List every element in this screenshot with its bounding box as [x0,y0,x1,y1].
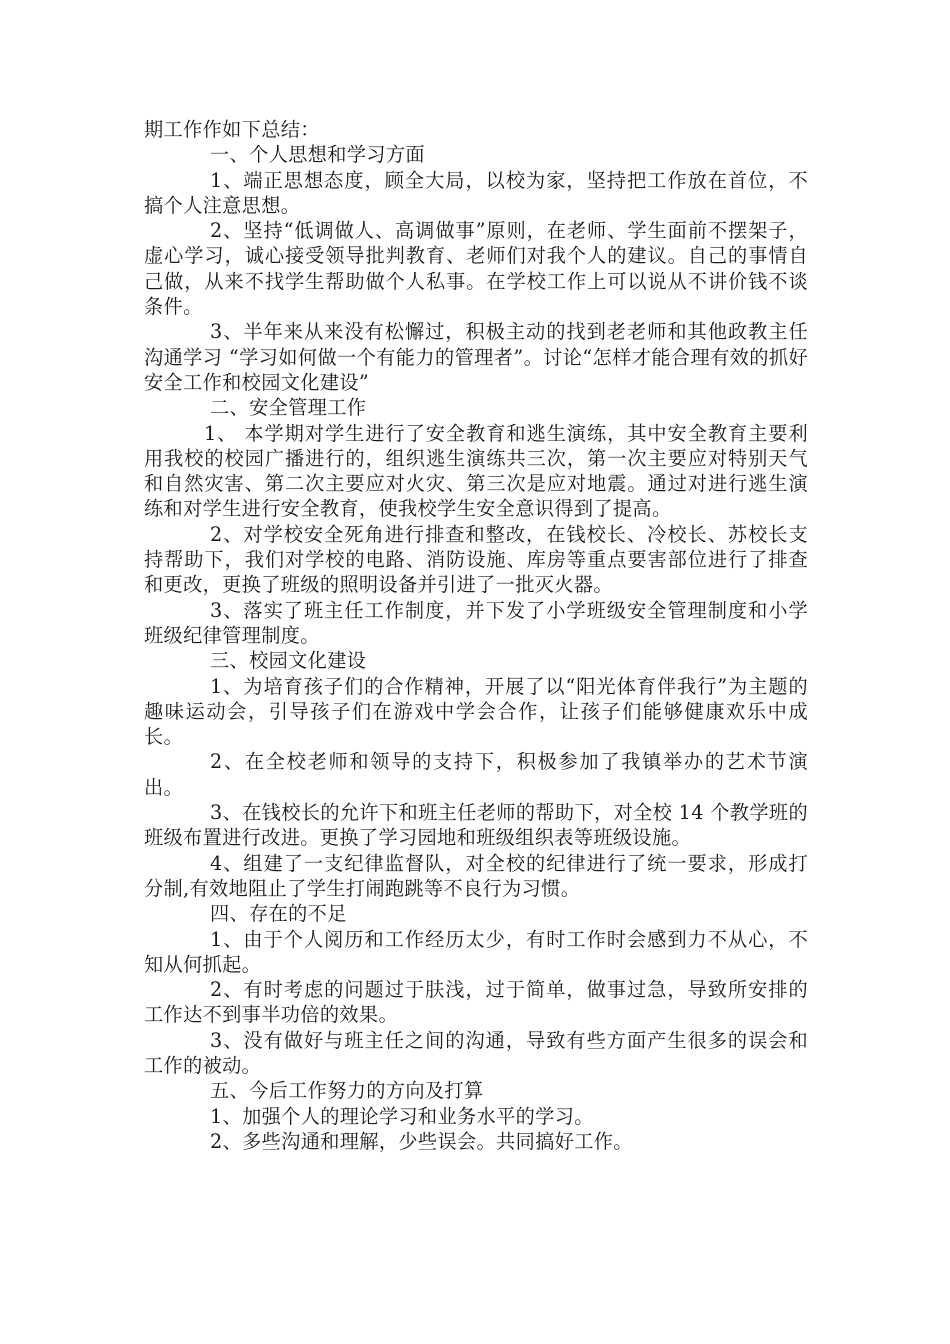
section-heading-1: 一、个人思想和学习方面 [210,143,425,167]
paragraph: 2、多些沟通和理解，少些误会。共同搞好工作。 [210,1129,633,1153]
paragraph: 2、在全校老师和领导的支持下，积极参加了我镇举办的艺术节演出。 [144,750,808,799]
paragraph: 3、落实了班主任工作制度，并下发了小学班级安全管理制度和小学班级纪律管理制度。 [144,598,808,647]
paragraph: 2、有时考虑的问题过于肤浅，过于简单，做事过急，导致所安排的工作达不到事半功倍的效果。 [144,978,808,1027]
paragraph: 3、在钱校长的允许下和班主任老师的帮助下，对全校 14 个教学班的班级布置进行改进。更换了学习园地和班级组织表等班级设施。 [144,801,808,850]
paragraph: 4、组建了一支纪律监督队，对全校的纪律进行了统一要求，形成打分制,有效地阻止了学生打闹跑跳等不良行为习惯。 [144,851,808,900]
paragraph: 1、 本学期对学生进行了安全教育和逃生演练，其中安全教育主要利用我校的校园广播进行的，组织逃生演练共三次，第一次主要应对特别天气和自然灾害、第二次主要应对火灾、第三次是应对地震。通过对进行逃生演练和对学生进行安全教育，使我校学生安全意识得到了提高。 [144,421,808,521]
paragraph: 1、加强个人的理论学习和业务水平的学习。 [210,1104,594,1128]
section-heading-2: 二、安全管理工作 [210,396,367,420]
paragraph: 2、对学校安全死角进行排查和整改，在钱校长、冷校长、苏校长支持帮助下，我们对学校的电路、消防设施、库房等重点要害部位进行了排查和更改，更换了班级的照明设备并引进了一批灭火器。 [144,522,808,597]
section-heading-4: 四、存在的不足 [210,902,347,926]
paragraph: 3、没有做好与班主任之间的沟通，导致有些方面产生很多的误会和工作的被动。 [144,1028,808,1077]
paragraph: 1、为培育孩子们的合作精神，开展了以“阳光体育伴我行”为主题的趣味运动会，引导孩子们在游戏中学会合作，让孩子们能够健康欢乐中成长。 [144,674,808,749]
paragraph: 1、由于个人阅历和工作经历太少，有时工作时会感到力不从心，不知从何抓起。 [144,927,808,976]
paragraph: 1、端正思想态度，顾全大局，以校为家，坚持把工作放在首位，不搞个人注意思想。 [144,168,808,217]
paragraph-intro: 期工作作如下总结： [144,118,320,141]
section-heading-3: 三、校园文化建设 [210,649,367,673]
section-heading-5: 五、今后工作努力的方向及打算 [210,1079,484,1103]
document-body [144,117,808,1154]
paragraph: 2、坚持“低调做人、高调做事”原则，在老师、学生面前不摆架子，虚心学习，诚心接受领导批判教育、老师们对我个人的建议。自己的事情自己做，从来不找学生帮助做个人私事。在学校工作上可以说从不讲价钱不谈条件。 [144,219,808,319]
paragraph: 3、半年来从来没有松懈过，积极主动的找到老老师和其他政教主任沟通学习 “学习如何做一个有能力的管理者”。讨论“怎样才能合理有效的抓好安全工作和校园文化建设” [144,320,808,394]
